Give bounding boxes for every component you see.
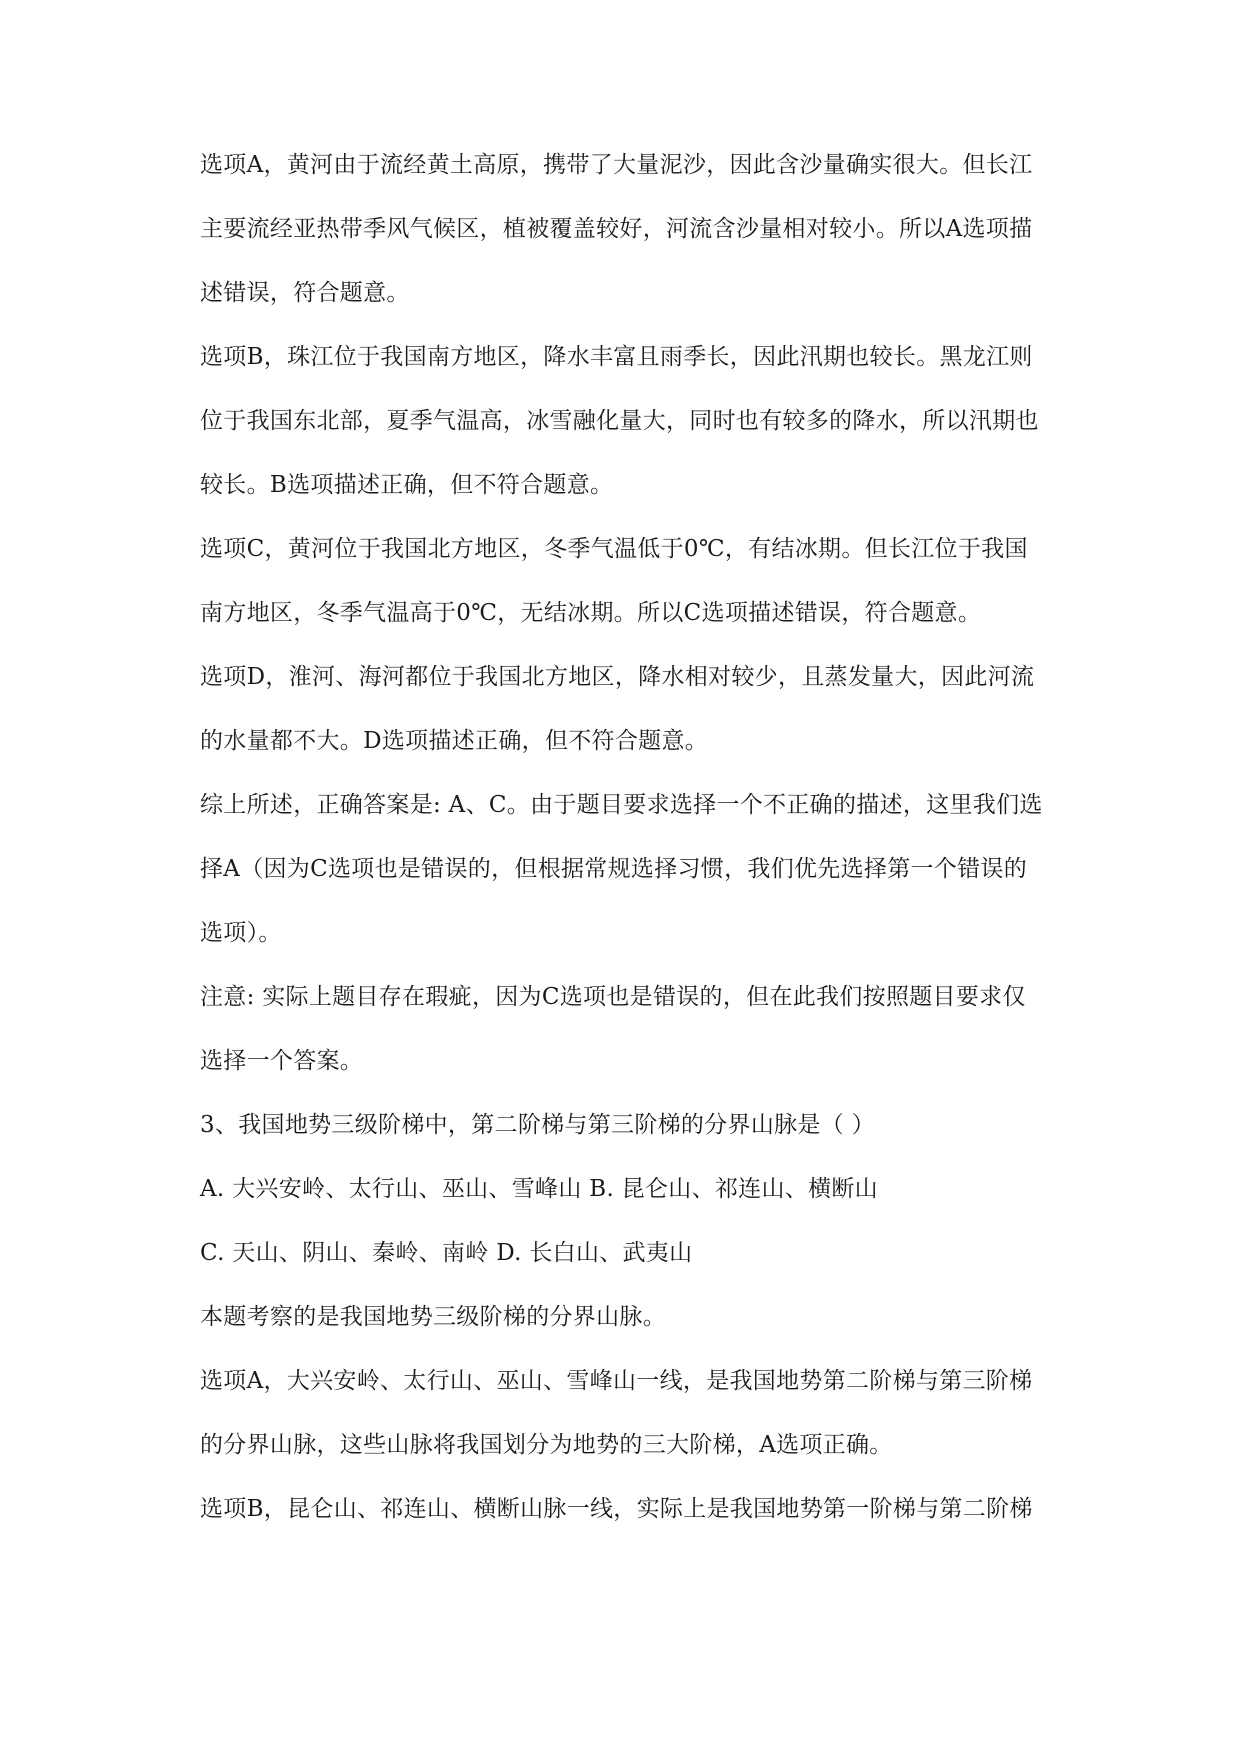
text-line: 择A（因为C选项也是错误的，但根据常规选择习惯，我们优先选择第一个错误的	[200, 856, 1028, 882]
text-line: 述错误，符合题意。	[200, 280, 410, 306]
text-line: 选项A，大兴安岭、太行山、巫山、雪峰山一线，是我国地势第二阶梯与第三阶梯	[200, 1368, 1033, 1394]
text-line: 位于我国东北部，夏季气温高，冰雪融化量大，同时也有较多的降水，所以汛期也	[200, 408, 1039, 434]
document-body	[200, 142, 1085, 1550]
text-line: 综上所述，正确答案是: A、C。由于题目要求选择一个不正确的描述，这里我们选	[200, 792, 1043, 818]
text-line: 选项D，淮河、海河都位于我国北方地区，降水相对较少，且蒸发量大，因此河流	[200, 664, 1035, 690]
text-line: 选项C，黄河位于我国北方地区，冬季气温低于0℃，有结冰期。但长江位于我国	[200, 536, 1028, 562]
text-line: 南方地区，冬季气温高于0℃，无结冰期。所以C选项描述错误，符合题意。	[200, 600, 982, 626]
text-line: 注意: 实际上题目存在瑕疵，因为C选项也是错误的，但在此我们按照题目要求仅	[200, 984, 1026, 1010]
text-line: 较长。B选项描述正确，但不符合题意。	[200, 472, 614, 498]
text-line: 选项B，珠江位于我国南方地区，降水丰富且雨季长，因此汛期也较长。黑龙江则	[200, 344, 1033, 370]
text-line: 本题考察的是我国地势三级阶梯的分界山脉。	[200, 1304, 666, 1330]
text-line: 选择一个答案。	[200, 1048, 364, 1074]
question-options-ab: A. 大兴安岭、太行山、巫山、雪峰山 B. 昆仑山、祁连山、横断山	[200, 1176, 878, 1202]
question-options-cd: C. 天山、阴山、秦岭、南岭 D. 长白山、武夷山	[200, 1240, 693, 1266]
text-line: 选项A，黄河由于流经黄土高原，携带了大量泥沙，因此含沙量确实很大。但长江	[200, 152, 1033, 178]
question-stem: 3、我国地势三级阶梯中，第二阶梯与第三阶梯的分界山脉是（ ）	[200, 1112, 875, 1138]
text-line: 主要流经亚热带季风气候区，植被覆盖较好，河流含沙量相对较小。所以A选项描	[200, 216, 1033, 242]
text-line: 的水量都不大。D选项描述正确，但不符合题意。	[200, 728, 709, 754]
text-line: 的分界山脉，这些山脉将我国划分为地势的三大阶梯，A选项正确。	[200, 1432, 893, 1458]
text-line: 选项）。	[200, 920, 282, 946]
text-line: 选项B，昆仑山、祁连山、横断山脉一线，实际上是我国地势第一阶梯与第二阶梯	[200, 1496, 1033, 1522]
